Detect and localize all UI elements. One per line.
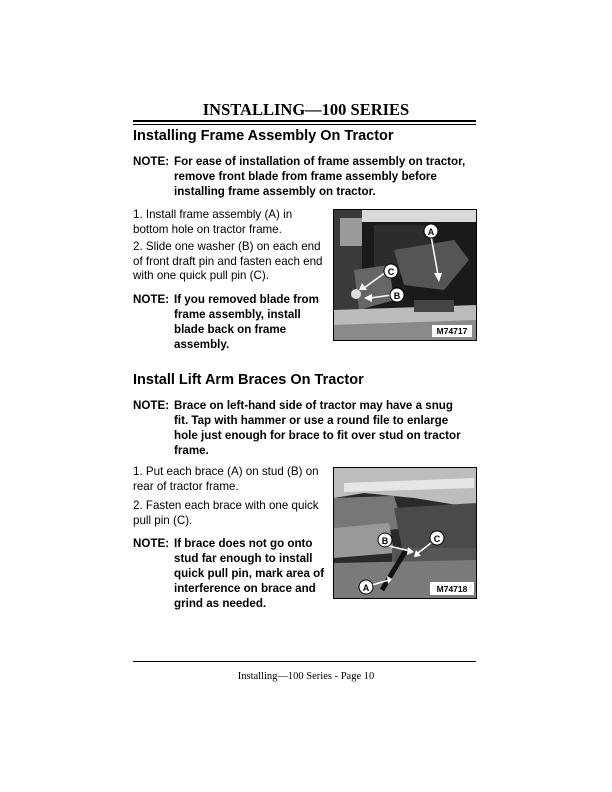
note-label: NOTE: — [133, 155, 170, 168]
footer-rule — [133, 661, 476, 662]
note-line: interference on brace and — [174, 582, 316, 595]
callout-B: B — [381, 536, 389, 546]
note-line: hole just enough for brace to fit over stud on tractor — [174, 429, 461, 442]
note-line: blade back on frame — [174, 323, 287, 336]
callout-B: B — [393, 291, 401, 301]
note-snug-fit — [133, 398, 478, 460]
note-label: NOTE: — [133, 399, 170, 412]
header-rule-thick — [133, 120, 476, 122]
figure-frame-assembly-photo — [333, 209, 477, 341]
page-footer: Installing—100 Series - Page 10 — [237, 671, 375, 682]
figure-id: M74718 — [436, 584, 468, 594]
step-line: of front draft pin and fasten each end — [133, 254, 323, 268]
note-grind-brace — [133, 536, 333, 612]
step-slide-washer — [133, 240, 333, 284]
note-line: grind as needed. — [174, 597, 267, 610]
note-label: NOTE: — [133, 293, 170, 306]
note-line: quick pull pin, mark area of — [174, 567, 325, 580]
step-line: 1. Put each brace (A) on stud (B) on — [133, 465, 319, 478]
step-put-brace — [133, 465, 333, 494]
step-line: pull pin (C). — [133, 513, 193, 527]
step-line: bottom hole on tractor frame. — [133, 222, 282, 236]
note-line: remove front blade from frame assembly before — [174, 170, 437, 183]
note-reinstall-blade — [133, 292, 328, 354]
page-title: INSTALLING—100 SERIES — [202, 100, 410, 119]
note-line: stud far enough to install — [174, 552, 313, 565]
note-line: installing frame assembly on tractor. — [174, 185, 376, 198]
step-line: 2. Slide one washer (B) on each end — [133, 240, 321, 253]
note-line: Brace on left-hand side of tractor may have a snug — [174, 399, 453, 412]
callout-A: A — [427, 227, 435, 237]
step-install-frame — [133, 208, 333, 237]
step-line: rear of tractor frame. — [133, 479, 239, 493]
section-heading-frame-assembly: Installing Frame Assembly On Tractor — [133, 128, 394, 144]
figure-id: M74717 — [436, 326, 468, 336]
note-label: NOTE: — [133, 537, 170, 550]
note-remove-blade — [133, 154, 478, 202]
note-line: fit. Tap with hammer or use a round file to enlarge — [174, 414, 449, 427]
header-rule-thin — [133, 124, 476, 125]
section-heading-lift-arm-braces: Install Lift Arm Braces On Tractor — [133, 372, 364, 388]
step-fasten-brace — [133, 499, 333, 528]
note-line: If you removed blade from — [174, 293, 319, 306]
step-line: with one quick pull pin (C). — [133, 269, 269, 282]
note-line: If brace does not go onto — [174, 537, 313, 550]
note-line: assembly. — [174, 338, 230, 351]
step-line: 2. Fasten each brace with one quick — [133, 499, 319, 512]
callout-C: C — [433, 534, 441, 544]
figure-lift-arm-brace-photo — [333, 467, 477, 599]
note-line: frame. — [174, 444, 209, 457]
note-line: frame assembly, install — [174, 308, 301, 321]
step-line: 1. Install frame assembly (A) in — [133, 208, 293, 221]
callout-C: C — [387, 267, 395, 277]
callout-A: A — [362, 583, 370, 593]
note-line: For ease of installation of frame assembly on tractor, — [174, 155, 466, 168]
